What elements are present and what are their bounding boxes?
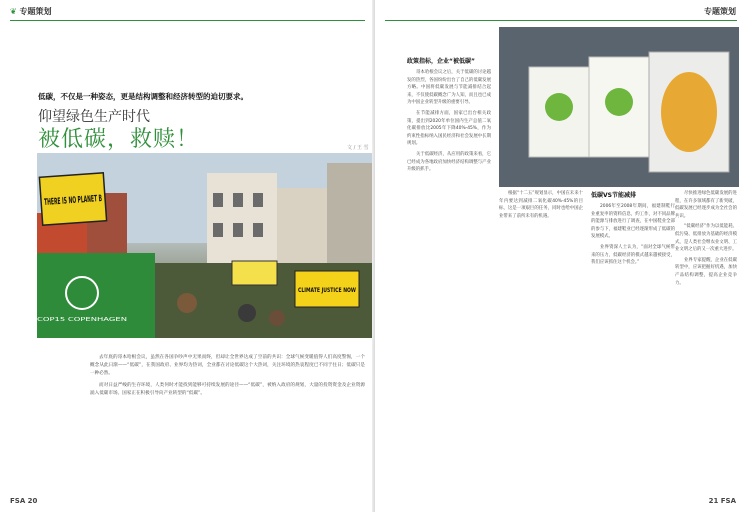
article-kicker: 低碳，不仅是一种姿态，更是结构调整和经济转型的迫切要求。: [38, 92, 248, 101]
left-paragraph-1: 去年底的哥本哈根会议，虽然在各国争吵声中无果而终，但却让全世界达成了空前的共识：全球气候变暖值得人们高度警惕，一个概念从此日渐——“低碳”，在我国政府、业界均为热词，全业都在讨论低碳这个大热词，关注环境的热衷程度已不同于往日；低碳只是一种必然。: [90, 355, 365, 376]
col3-paragraph-2: 业界资深人士认为，“面对全球气候带来的压力，低碳经济的模式越来越被接受，我们应该抓住这个机会。”: [591, 244, 675, 266]
product-boxes-illustration: [499, 27, 739, 187]
protest-photo-illustration: [37, 153, 375, 338]
left-paragraph-2: 而对日益严峻的生存环境，人类何时才能找到能够可持续发展的途径——“低碳”，被纳入政府的规划，大量的投资资金及企业资源涌入低碳市场。国家正在积极引导向产业转型的“低碳”。: [90, 383, 365, 396]
header-rule-right: [385, 20, 737, 21]
col4-paragraph-3: 业界专家提醒，企业在低碳转型中，应该把握好机遇，加快产品结构调整，提高企业竞争力。: [675, 257, 737, 286]
leaf-logo-icon: ❦: [10, 7, 17, 16]
right-page: [375, 0, 750, 512]
section-heading-lowcarbon-vs: 低碳VS节能减排: [591, 192, 636, 199]
left-body-text: [90, 354, 365, 402]
header-rule-left: [10, 20, 365, 21]
sign-cop15: COP15 COPENHAGEN: [37, 317, 128, 323]
sign-climate-justice: CLIMATE JUSTICE NOW: [298, 287, 357, 294]
right-column-3: [591, 190, 675, 270]
right-column-2: [499, 190, 583, 223]
product-photo: [499, 27, 739, 187]
col4-paragraph-2: “低碳经济”作为以低能耗、低污染、低排放为基础的经济模式，是人类社会继农业文明、工业文明之后的又一次重大进步。: [675, 224, 737, 253]
col1-paragraph-2: 在节能减排方面，国家已出台相关政策，提出到2020年单位国内生产总值二氧化碳排放比2005年下降40%-45%，作为约束性指标纳入国民经济和社会发展中长期规划。: [407, 110, 491, 147]
header-left: [10, 6, 52, 17]
photo-tag: 文 / 王 雪: [347, 145, 369, 151]
header-title-left: 专题策划: [19, 7, 52, 16]
folio-right: 21 FSA: [708, 497, 736, 505]
col4-paragraph-1: 尽快推进绿色低碳发展的进程，在许多领域都有了新突破，低碳发展已经逐步成为全社会的共识。: [675, 191, 737, 219]
protest-photo: [37, 153, 375, 338]
col2-paragraph-1: 根据“十二五”规划显示，中国在未来十年内要达到减排二氧化碳40%-45%的目标，这是一项艰巨的任务，同时也给中国企业带来了前所未有的机遇。: [499, 191, 583, 219]
col3-paragraph-1: 2006年至2008年期间，福建制鞋行业重复申的资料信息，约工作，对不同品牌的能源与排放进行了调查，在中国鞋业全部的参与下，福建鞋业已经逐渐形成了低碳的发展模式。: [591, 204, 675, 240]
section-heading-policy: 政策指标，企业“被低碳”: [407, 58, 475, 65]
col1-paragraph-3: 关于低碳经济，从应用的政策来看，它已经成为各地政府加快经济结构调整与产业升级的抓手。: [407, 151, 491, 173]
folio-left: FSA 20: [10, 497, 38, 505]
right-column-4: [675, 190, 737, 290]
article-subtitle: 仰望绿色生产时代: [38, 109, 150, 125]
article-title: 被低碳，救赎！: [38, 127, 200, 152]
header-title-right: 专题策划: [704, 7, 736, 16]
right-column-1: [407, 56, 491, 177]
col1-paragraph-1: 哥本哈根会议之后，关于低碳的讨论越发的热烈，各国纷纷出台了自己的低碳发展方略。中国将低碳发展与节能减排结合起来，不仅使低碳概念广为人知，而且也已成为中国企业转型升级的重要引导。: [407, 70, 491, 106]
